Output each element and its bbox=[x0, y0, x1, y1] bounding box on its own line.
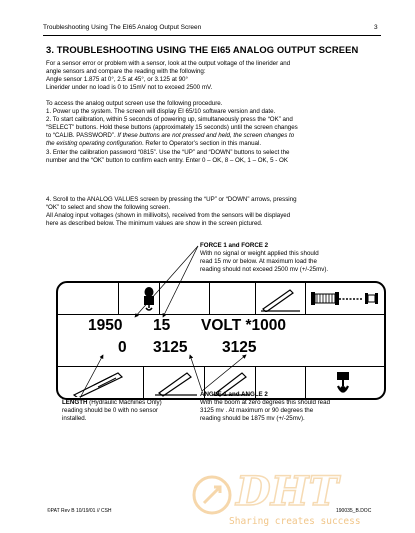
step-2-text: . Refer to Operator’s section in this manual. bbox=[141, 140, 262, 148]
hoist-drum-icon bbox=[310, 290, 382, 308]
step-4-line: “OK” to select and show the following screen. bbox=[46, 204, 171, 212]
force-1-value: 1950 bbox=[88, 317, 123, 334]
watermark-slogan: Sharing creates success bbox=[229, 516, 361, 527]
length-callout-suffix: (Hydraulic Machines Only) bbox=[87, 399, 162, 406]
angle-callout-line: 3125 mv . At maximum or 90 degrees the bbox=[200, 407, 314, 415]
length-callout-title: LENGTH bbox=[62, 399, 88, 406]
angle-1-value: 3125 bbox=[153, 339, 188, 356]
force-callout-line: read 15 mv or below. At maximum load the bbox=[200, 258, 317, 266]
procedure-intro: To access the analog output screen use the following procedure. bbox=[46, 100, 223, 107]
angle-callout-line: With the boom at zero degrees this should read bbox=[200, 399, 331, 407]
display-cell-divider bbox=[209, 283, 210, 314]
boom-angle-icon bbox=[260, 286, 302, 312]
display-cell-divider bbox=[159, 283, 160, 314]
force-2-value: 15 bbox=[153, 317, 171, 334]
intro-line: For a sensor error or problem with a sensor, look at the output voltage of the linerider and bbox=[46, 60, 291, 67]
crane-hook-icon bbox=[141, 285, 157, 312]
intro-line: Angle sensor 1.875 at 0°, 2.5 at 45°, or 3.125 at 90° bbox=[46, 76, 188, 84]
analog-values-display bbox=[56, 281, 386, 400]
force-callout-line: With no signal or weight applied this should bbox=[200, 250, 319, 258]
angle-2-value: 3125 bbox=[222, 339, 257, 356]
telescoping-boom-icon bbox=[66, 369, 138, 397]
unit-label: VOLT *1000 bbox=[201, 317, 287, 334]
step-1: 1. Power up the system. The screen will display EI 65/10 software version and date. bbox=[46, 108, 276, 116]
step-2-italic: If these buttons are not pressed and held, the screen changes to bbox=[117, 132, 295, 140]
display-bottom-divider bbox=[58, 366, 384, 367]
step-4-line: here as described below. The minimum values are show in the screen pictured. bbox=[46, 220, 263, 228]
display-cell-divider bbox=[255, 283, 256, 314]
step-2-text: to “CALIB. PASSWORD”. bbox=[46, 132, 118, 140]
footer-revision: ©PAT Rev B 10/19/01 // CSH bbox=[47, 508, 112, 514]
length-callout bbox=[62, 399, 162, 423]
display-top-divider bbox=[58, 314, 384, 315]
angle-callout-line: reading should be 1875 mv (+/-25mv). bbox=[200, 415, 305, 423]
winch-hook-icon bbox=[333, 370, 353, 398]
display-cell-divider bbox=[118, 283, 119, 314]
intro-line: angle sensors and compare the reading with the following: bbox=[46, 68, 206, 76]
boom-angle-icon bbox=[153, 369, 199, 397]
force-callout-line: reading should not exceed 2500 mv (+/-25mv). bbox=[200, 266, 329, 274]
display-cell-divider bbox=[305, 283, 306, 314]
section-heading: 3. TROUBLESHOOTING USING THE EI65 ANALOG OUTPUT SCREEN bbox=[46, 44, 359, 55]
header-page-number: 3 bbox=[374, 24, 378, 31]
step-4-line: 4. Scroll to the ANALOG VALUES screen by pressing the “UP” or “DOWN” arrows, pressing bbox=[46, 196, 297, 203]
footer-docname: 190035_B.DOC bbox=[336, 508, 372, 514]
step-2-italic: the existing operating configuration bbox=[46, 140, 142, 148]
header-title: Troubleshooting Using The EI65 Analog Output Screen bbox=[43, 24, 202, 31]
length-callout-line: reading should be 0 with no sensor bbox=[62, 407, 158, 415]
length-callout-line: installed. bbox=[62, 415, 87, 423]
step-3-line: 3. Enter the calibration password “0815”. Use the “UP” and “DOWN” buttons to select the bbox=[46, 148, 290, 156]
angle-callout-title: ANGLE 1 and ANGLE 2 bbox=[200, 391, 268, 398]
length-value: 0 bbox=[118, 339, 127, 356]
watermark-logo-text: DHT bbox=[236, 468, 339, 515]
force-callout-title: FORCE 1 and FORCE 2 bbox=[200, 242, 269, 249]
step-2-line: “SELECT” buttons. Hold these buttons (approximately 15 seconds) until the screen changes bbox=[46, 124, 298, 132]
step-3-line: number and the “OK” button to confirm each entry. Enter 0 – OK, 8 – OK, 1 – OK, 5 - OK bbox=[46, 156, 289, 164]
intro-line: Linerider under no load is 0 to 15mV not to exceed 2500 mV. bbox=[46, 84, 213, 92]
step-2-line: 2. To start calibration, within 5 seconds of powering up, simultaneously press the “OK” and bbox=[46, 116, 293, 124]
step-4-line: All Analog input voltages (shown in millivolts), received from the sensors will be displayed bbox=[46, 212, 291, 220]
angle-callout bbox=[200, 391, 330, 423]
display-cell-divider bbox=[143, 366, 144, 399]
